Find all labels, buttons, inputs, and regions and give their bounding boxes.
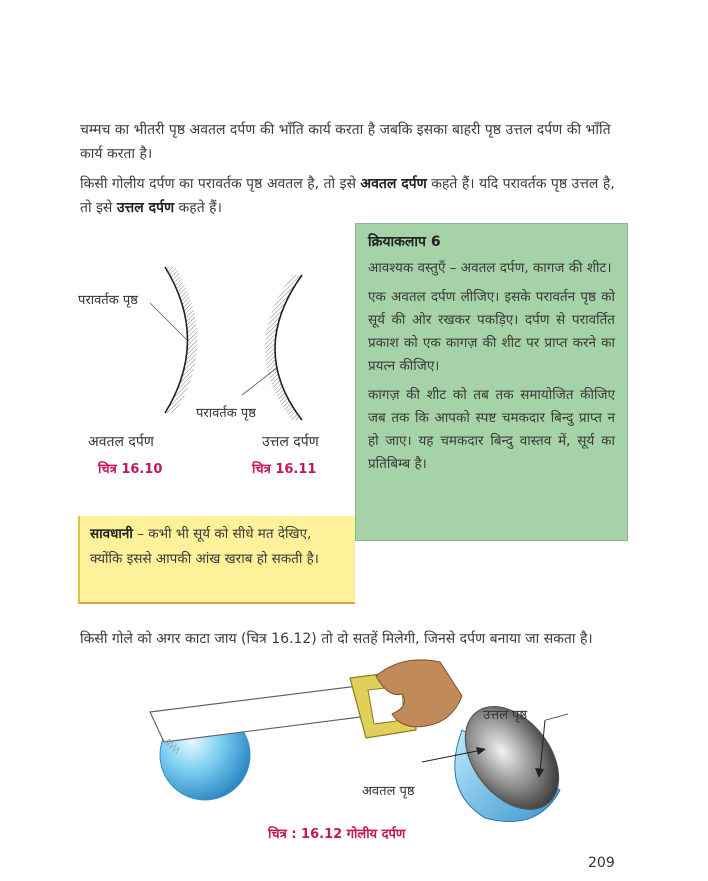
sphere-text: किसी गोले को अगर काटा जाय (चित्र 16.12) तो दो सतहें मिलेगी, जिनसे दर्पण बनाया जा सकता है।: [80, 631, 593, 647]
intro-text: चम्मच का भीतरी पृष्ठ अवतल दर्पण की भाँति कार्य करता है जबकि इसका बाहरी पृष्ठ उत्तल दर्पण की भाँति कार्य करता है।: [80, 122, 611, 162]
sphere-paragraph: [80, 627, 628, 651]
activity-step-2: कागज़ की शीट को तब तक समायोजित कीजिए जब तक कि आपको स्पष्ट चमकदार बिन्दु प्राप्त न हो जाए। यह चमकदार बिन्दु वास्तव में, सूर्य का प्रतिबिम्ब है।: [368, 387, 615, 472]
concave-mirror-name: अवतल दर्पण: [88, 434, 154, 450]
convex-surface-label: परावर्तक पृष्ठ: [196, 406, 256, 421]
activity-materials: आवश्यक वस्तुएँ – अवतल दर्पण, कागज की शीट।: [368, 260, 612, 276]
caution-label: सावधानी: [90, 526, 133, 542]
convex-mirror-drawing: [242, 275, 302, 420]
caption-fig-16-10: चित्र 16.10: [98, 462, 163, 477]
activity-step-1: एक अवतल दर्पण लीजिए। इसके परावर्तन पृष्ठ को सूर्य की ओर रखकर पकड़िए। दर्पण से परावर्तित प्रकाश को एक कागज़ की शीट पर प्राप्त करने का प्रयत्न कीजिए।: [368, 289, 615, 374]
caption-fig-16-11: चित्र 16.11: [252, 462, 317, 477]
intro-paragraph: [80, 118, 628, 166]
concave-surface-label: परावर्तक पृष्ठ: [78, 293, 138, 308]
definition-paragraph: [80, 172, 628, 220]
convex-mirror-name: उत्तल दर्पण: [262, 434, 319, 450]
concave-mirror-drawing: [150, 267, 198, 413]
caption-fig-16-12: चित्र : 16.12 गोलीय दर्पण: [268, 827, 406, 842]
caution-text: – कभी भी सूर्य को सीधे मत देखिए, क्योंकि इससे आपकी आंख खराब हो सकती है।: [90, 526, 319, 567]
caution-box: [78, 516, 355, 604]
term-convex-mirror: उत्तल दर्पण: [116, 200, 175, 216]
definition-part3: कहते हैं।: [174, 200, 222, 216]
concave-surface-label-1612: अवतल पृष्ठ: [362, 784, 415, 799]
convex-surface-label-1612: उत्तल पृष्ठ: [483, 708, 528, 723]
page-number: 209: [588, 855, 615, 871]
term-concave-mirror: अवतल दर्पण: [360, 176, 427, 192]
definition-part2: कहते हैं। यदि परावर्तक पृष्ठ उत्तल है, तो इसे: [80, 176, 615, 216]
activity-title: क्रियाकलाप 6: [368, 234, 441, 250]
definition-part1: किसी गोलीय दर्पण का परावर्तक पृष्ठ अवतल है, तो इसे: [80, 176, 361, 192]
activity-box: [355, 223, 628, 541]
